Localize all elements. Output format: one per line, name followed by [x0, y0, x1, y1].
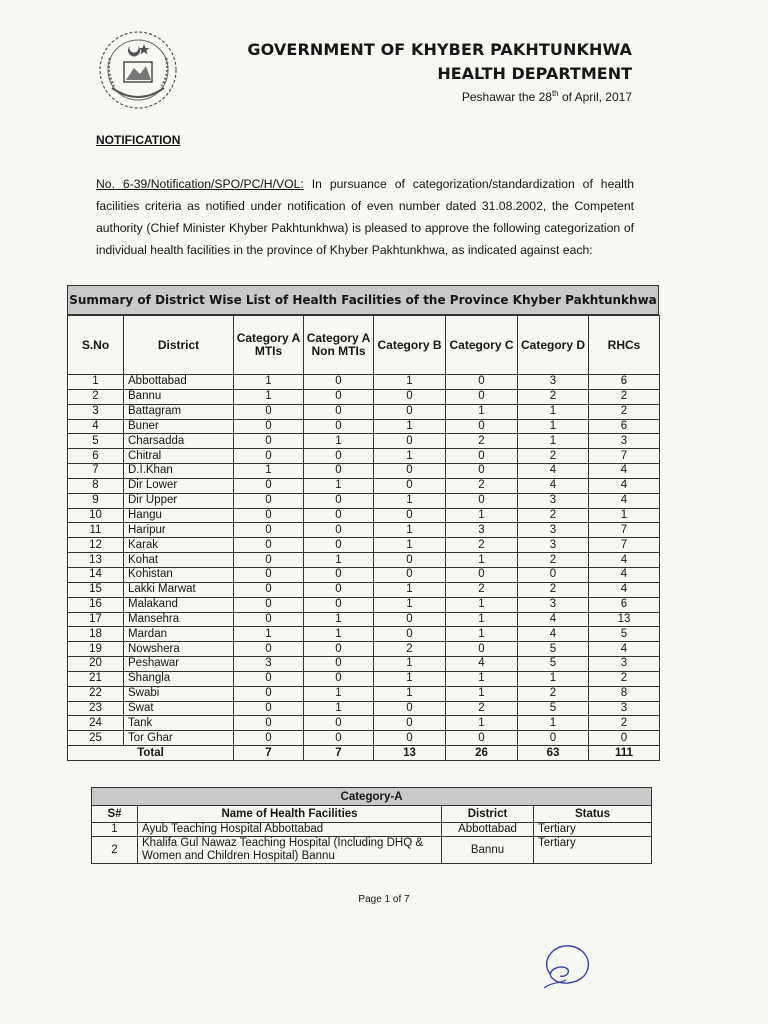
table-cell: 1: [446, 612, 518, 627]
table-cell: 16: [68, 597, 124, 612]
table-cell: Bannu: [442, 837, 534, 864]
table-cell: 2: [68, 389, 124, 404]
table-row: [92, 837, 652, 864]
table-cell: 1: [446, 508, 518, 523]
table-cell: 0: [234, 478, 304, 493]
table-cell: 11: [68, 523, 124, 538]
table-cell: 0: [234, 701, 304, 716]
table-cell: 1: [304, 686, 374, 701]
table-cell: 2: [518, 508, 589, 523]
table-cell: 1: [304, 612, 374, 627]
table-cell: 0: [446, 567, 518, 582]
table-cell: 1: [234, 389, 304, 404]
table-cell: 2: [518, 449, 589, 464]
table-cell: 0: [518, 731, 589, 746]
table-cell: 3: [446, 523, 518, 538]
category-a-header-cell: Status: [534, 806, 652, 823]
table-cell: 4: [589, 582, 660, 597]
table-cell: 4: [518, 464, 589, 479]
table-cell: 1: [446, 716, 518, 731]
table-cell: 0: [304, 731, 374, 746]
table-cell: 5: [68, 434, 124, 449]
table-cell: 1: [446, 627, 518, 642]
table-cell: 0: [304, 464, 374, 479]
table-cell: 5: [518, 701, 589, 716]
table-cell: 3: [589, 434, 660, 449]
table-cell: 0: [304, 671, 374, 686]
district-cell: Buner: [124, 419, 234, 434]
table-cell: 1: [446, 553, 518, 568]
table-cell: 3: [234, 657, 304, 672]
table-cell: 0: [234, 404, 304, 419]
district-cell: Tor Ghar: [124, 731, 234, 746]
table-row: [68, 597, 660, 612]
notification-reference: No. 6-39/Notification/SPO/PC/H/VOL:: [96, 177, 304, 191]
table-cell: 0: [304, 419, 374, 434]
table-row: [68, 404, 660, 419]
table-cell: 13: [589, 612, 660, 627]
table-row: [68, 701, 660, 716]
table-cell: 4: [518, 612, 589, 627]
table-cell: 5: [518, 657, 589, 672]
table-cell: 0: [234, 582, 304, 597]
summary-header-cell: RHCs: [589, 316, 660, 375]
table-cell: 1: [446, 686, 518, 701]
table-cell: 0: [304, 389, 374, 404]
table-cell: 0: [374, 627, 446, 642]
table-cell: 1: [374, 375, 446, 390]
table-row: [68, 464, 660, 479]
table-cell: 8: [68, 478, 124, 493]
table-cell: 0: [304, 493, 374, 508]
district-cell: Lakki Marwat: [124, 582, 234, 597]
category-a-header-row: [92, 806, 652, 823]
table-row: [68, 493, 660, 508]
table-cell: 4: [589, 493, 660, 508]
summary-header-cell: Category B: [374, 316, 446, 375]
summary-body: [68, 375, 660, 761]
total-cell: 13: [374, 746, 446, 761]
table-cell: 4: [589, 642, 660, 657]
kp-government-emblem-icon: [96, 28, 180, 112]
table-cell: 3: [589, 701, 660, 716]
table-cell: 4: [589, 567, 660, 582]
table-cell: 1: [304, 627, 374, 642]
table-cell: 1: [304, 434, 374, 449]
table-cell: 4: [446, 657, 518, 672]
table-cell: 0: [304, 508, 374, 523]
table-cell: 3: [518, 597, 589, 612]
table-cell: 0: [374, 389, 446, 404]
table-cell: 2: [589, 716, 660, 731]
summary-table: [67, 315, 660, 761]
district-cell: Charsadda: [124, 434, 234, 449]
table-cell: 1: [374, 493, 446, 508]
table-row: [68, 434, 660, 449]
table-cell: 13: [68, 553, 124, 568]
table-cell: 0: [234, 508, 304, 523]
table-cell: 0: [304, 538, 374, 553]
table-cell: 3: [518, 523, 589, 538]
district-cell: Kohat: [124, 553, 234, 568]
table-cell: 0: [234, 612, 304, 627]
table-row: [68, 375, 660, 390]
summary-header-cell: Category D: [518, 316, 589, 375]
table-cell: 3: [68, 404, 124, 419]
total-cell: 7: [304, 746, 374, 761]
table-row: [68, 389, 660, 404]
table-cell: 7: [589, 449, 660, 464]
table-cell: 0: [304, 716, 374, 731]
total-cell: 111: [589, 746, 660, 761]
table-cell: 1: [446, 597, 518, 612]
table-cell: 2: [446, 434, 518, 449]
table-cell: Tertiary: [534, 823, 652, 837]
table-cell: 1: [374, 671, 446, 686]
table-cell: 2: [374, 642, 446, 657]
table-cell: 1: [518, 419, 589, 434]
table-cell: 0: [374, 731, 446, 746]
table-cell: 0: [374, 508, 446, 523]
table-cell: 22: [68, 686, 124, 701]
table-row: [68, 553, 660, 568]
table-cell: 0: [304, 523, 374, 538]
table-cell: 0: [234, 597, 304, 612]
table-cell: 0: [234, 538, 304, 553]
table-cell: 4: [589, 478, 660, 493]
table-cell: 0: [374, 434, 446, 449]
table-cell: 0: [234, 671, 304, 686]
table-cell: 3: [589, 657, 660, 672]
table-cell: 0: [234, 716, 304, 731]
category-a-section: [91, 787, 651, 864]
table-cell: 1: [304, 553, 374, 568]
table-cell: 14: [68, 567, 124, 582]
table-cell: 2: [518, 553, 589, 568]
table-cell: 0: [446, 375, 518, 390]
summary-table-title: Summary of District Wise List of Health Facilities of the Province Khyber Pakhtunkhwa: [67, 285, 659, 315]
table-cell: 3: [518, 538, 589, 553]
table-cell: Abbottabad: [442, 823, 534, 837]
table-row: [68, 627, 660, 642]
district-cell: Peshawar: [124, 657, 234, 672]
table-cell: 4: [68, 419, 124, 434]
summary-header-cell: District: [124, 316, 234, 375]
table-cell: 1: [234, 464, 304, 479]
table-cell: 1: [518, 434, 589, 449]
summary-header-cell: Category A MTIs: [234, 316, 304, 375]
table-cell: 9: [68, 493, 124, 508]
table-cell: 2: [446, 582, 518, 597]
table-cell: 0: [446, 449, 518, 464]
table-cell: 0: [304, 375, 374, 390]
total-cell: 7: [234, 746, 304, 761]
table-cell: 6: [589, 375, 660, 390]
table-cell: 0: [304, 642, 374, 657]
table-cell: 0: [304, 404, 374, 419]
table-cell: 0: [374, 478, 446, 493]
district-cell: Karak: [124, 538, 234, 553]
total-cell: 26: [446, 746, 518, 761]
table-cell: 1: [374, 419, 446, 434]
table-cell: 1: [374, 657, 446, 672]
table-cell: 8: [589, 686, 660, 701]
table-cell: 0: [374, 701, 446, 716]
table-row: [68, 657, 660, 672]
category-a-title: Category-A: [92, 788, 652, 806]
table-cell: 1: [92, 823, 138, 837]
table-cell: 2: [589, 671, 660, 686]
table-cell: 0: [446, 642, 518, 657]
table-row: [68, 582, 660, 597]
table-cell: 0: [446, 389, 518, 404]
district-cell: Mansehra: [124, 612, 234, 627]
table-row: [92, 823, 652, 837]
table-cell: 0: [304, 582, 374, 597]
total-cell: 63: [518, 746, 589, 761]
table-cell: 17: [68, 612, 124, 627]
signature-icon: [536, 938, 600, 994]
table-cell: 0: [374, 404, 446, 419]
notification-heading: NOTIFICATION: [96, 133, 181, 147]
table-cell: 4: [589, 464, 660, 479]
table-row: [68, 686, 660, 701]
table-cell: 6: [589, 597, 660, 612]
table-cell: 2: [518, 686, 589, 701]
department-title: HEALTH DEPARTMENT: [437, 64, 632, 83]
table-row: [68, 508, 660, 523]
table-cell: 1: [446, 404, 518, 419]
table-row: [68, 716, 660, 731]
table-cell: 2: [518, 389, 589, 404]
district-cell: Dir Upper: [124, 493, 234, 508]
table-cell: 0: [234, 553, 304, 568]
table-cell: 0: [234, 493, 304, 508]
table-cell: 0: [234, 642, 304, 657]
table-row: [68, 731, 660, 746]
table-cell: 7: [68, 464, 124, 479]
table-cell: 1: [304, 701, 374, 716]
table-cell: 0: [374, 464, 446, 479]
table-cell: 1: [518, 716, 589, 731]
table-cell: 3: [518, 375, 589, 390]
table-row: [68, 642, 660, 657]
district-cell: Chitral: [124, 449, 234, 464]
category-a-header-cell: District: [442, 806, 534, 823]
table-row: [68, 538, 660, 553]
table-cell: 1: [374, 686, 446, 701]
district-cell: Shangla: [124, 671, 234, 686]
table-cell: 0: [518, 567, 589, 582]
table-cell: 1: [446, 671, 518, 686]
table-cell: 4: [518, 627, 589, 642]
table-cell: 7: [589, 538, 660, 553]
summary-header-row: [68, 316, 660, 375]
table-row: [68, 419, 660, 434]
district-cell: Haripur: [124, 523, 234, 538]
table-row: [68, 671, 660, 686]
table-cell: 0: [234, 523, 304, 538]
category-a-header-cell: Name of Health Facilities: [138, 806, 442, 823]
table-cell: 1: [374, 582, 446, 597]
table-cell: 2: [589, 404, 660, 419]
district-cell: Swat: [124, 701, 234, 716]
district-cell: Tank: [124, 716, 234, 731]
table-cell: 15: [68, 582, 124, 597]
table-cell: 0: [374, 716, 446, 731]
table-cell: 0: [374, 612, 446, 627]
district-cell: Abbottabad: [124, 375, 234, 390]
notification-body: [96, 173, 634, 261]
table-cell: 10: [68, 508, 124, 523]
table-cell: 5: [589, 627, 660, 642]
table-cell: 0: [304, 657, 374, 672]
table-cell: 2: [446, 701, 518, 716]
table-cell: 2: [92, 837, 138, 864]
district-cell: Mardan: [124, 627, 234, 642]
table-row: [68, 449, 660, 464]
table-cell: 0: [589, 731, 660, 746]
table-cell: 7: [589, 523, 660, 538]
category-a-body: [92, 823, 652, 864]
table-cell: 0: [234, 567, 304, 582]
summary-total-row: [68, 746, 660, 761]
notification-text: In pursuance of categorization/standardization of health facilities criteria as notified under notification of even number dated 31.08.2002, the Competent authority (Chief Minister Khyber Pakhtunkhwa) is pleased to approve the following categorization of individual health facilities in the province of Khyber Pakhtunkhwa, as indicated against each:: [96, 177, 634, 257]
table-cell: 1: [304, 478, 374, 493]
table-cell: Ayub Teaching Hospital Abbottabad: [138, 823, 442, 837]
table-row: [68, 567, 660, 582]
table-cell: 0: [374, 567, 446, 582]
table-cell: 0: [446, 493, 518, 508]
table-cell: 1: [374, 538, 446, 553]
table-cell: 20: [68, 657, 124, 672]
table-cell: 6: [68, 449, 124, 464]
table-cell: 0: [304, 597, 374, 612]
district-cell: Battagram: [124, 404, 234, 419]
district-cell: Malakand: [124, 597, 234, 612]
table-cell: 0: [446, 419, 518, 434]
table-row: [68, 612, 660, 627]
table-cell: 0: [234, 686, 304, 701]
table-cell: 6: [589, 419, 660, 434]
district-cell: Nowshera: [124, 642, 234, 657]
issue-date: Peshawar the 28th of April, 2017: [461, 89, 632, 104]
table-cell: 1: [234, 627, 304, 642]
table-cell: 0: [234, 731, 304, 746]
district-cell: Kohistan: [124, 567, 234, 582]
page-number: Page 1 of 7: [358, 894, 410, 905]
table-cell: 5: [518, 642, 589, 657]
table-cell: 19: [68, 642, 124, 657]
district-cell: Hangu: [124, 508, 234, 523]
table-cell: 23: [68, 701, 124, 716]
table-cell: 24: [68, 716, 124, 731]
table-cell: Tertiary: [534, 837, 652, 864]
table-row: [68, 523, 660, 538]
table-cell: 1: [234, 375, 304, 390]
table-cell: 2: [589, 389, 660, 404]
table-cell: 21: [68, 671, 124, 686]
summary-table-section: [67, 285, 659, 761]
category-a-header-cell: S#: [92, 806, 138, 823]
table-cell: 1: [374, 523, 446, 538]
table-cell: 0: [446, 731, 518, 746]
table-cell: Khalifa Gul Nawaz Teaching Hospital (Including DHQ & Women and Children Hospital) Bannu: [138, 837, 442, 864]
table-cell: 12: [68, 538, 124, 553]
table-cell: 0: [234, 419, 304, 434]
table-cell: 0: [446, 464, 518, 479]
table-cell: 0: [304, 449, 374, 464]
table-cell: 18: [68, 627, 124, 642]
table-cell: 1: [374, 597, 446, 612]
table-cell: 25: [68, 731, 124, 746]
summary-header-cell: Category A Non MTIs: [304, 316, 374, 375]
total-label: Total: [68, 746, 234, 761]
table-cell: 1: [374, 449, 446, 464]
table-cell: 1: [589, 508, 660, 523]
district-cell: Bannu: [124, 389, 234, 404]
summary-header-cell: S.No: [68, 316, 124, 375]
table-cell: 1: [68, 375, 124, 390]
table-cell: 2: [446, 478, 518, 493]
table-cell: 0: [374, 553, 446, 568]
table-cell: 0: [234, 449, 304, 464]
government-title: GOVERNMENT OF KHYBER PAKHTUNKHWA: [247, 40, 632, 59]
district-cell: Dir Lower: [124, 478, 234, 493]
table-cell: 1: [518, 671, 589, 686]
table-row: [68, 478, 660, 493]
table-cell: 4: [589, 553, 660, 568]
table-cell: 2: [446, 538, 518, 553]
district-cell: D.I.Khan: [124, 464, 234, 479]
table-cell: 3: [518, 493, 589, 508]
district-cell: Swabi: [124, 686, 234, 701]
table-cell: 4: [518, 478, 589, 493]
summary-header-cell: Category C: [446, 316, 518, 375]
table-cell: 1: [518, 404, 589, 419]
table-cell: 0: [234, 434, 304, 449]
table-cell: 2: [518, 582, 589, 597]
table-cell: 0: [304, 567, 374, 582]
category-a-table: [91, 787, 652, 864]
